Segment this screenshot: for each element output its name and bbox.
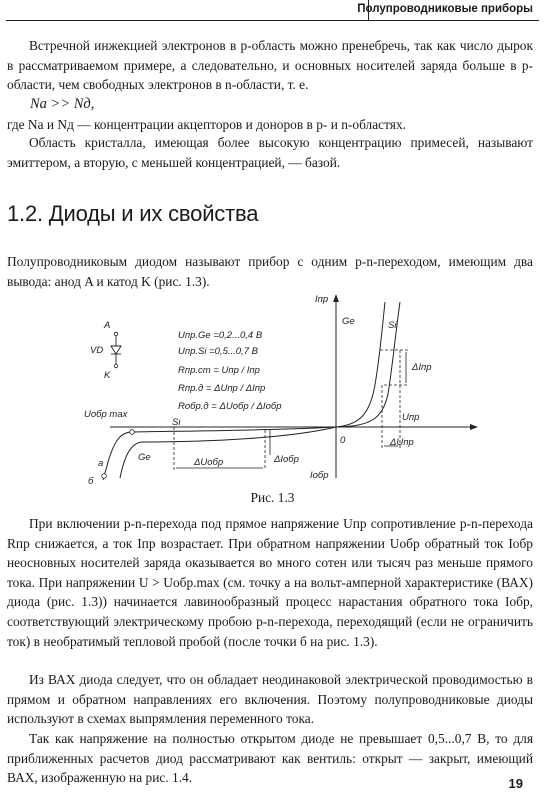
label-delta-upr: ΔUпр <box>390 437 414 448</box>
x-axis-arrow <box>470 424 478 430</box>
label-upr: Uпр <box>402 412 420 423</box>
ge-reverse-curve <box>120 427 336 478</box>
param-r-forward: Rпр.д = ΔUпр / ΔIпр <box>178 383 266 394</box>
label-vd: VD <box>90 345 104 356</box>
label-cathode: K <box>104 370 111 381</box>
label-zero: 0 <box>340 435 346 446</box>
paragraph-5: Из ВАХ диода следует, что он обладает неодинаковой электрической проводимостью в прямом и обратном направлениях его включения. Поэтому полупроводниковые диоды используют в схемах выпрямления переменного тока. <box>7 672 533 727</box>
label-delta-uobr: ΔUобр <box>194 457 224 468</box>
label-ge-right: Ge <box>342 316 355 327</box>
label-point-a: а <box>98 458 104 469</box>
figure-diode-iv <box>70 290 480 490</box>
label-si-right: Si <box>388 320 397 331</box>
param-r-reverse: Rобр.д = ΔUобр / ΔIобр <box>178 401 282 412</box>
label-delta-iobr: ΔIобр <box>274 454 299 465</box>
section-heading: 1.2. Диоды и их свойства <box>7 201 259 226</box>
diode-triangle-icon <box>111 346 121 354</box>
point-a <box>130 430 135 435</box>
label-uobr-max: Uобр max <box>84 409 128 420</box>
anode-terminal <box>114 332 118 336</box>
cathode-terminal <box>114 364 118 368</box>
label-si-left: Si <box>172 417 181 428</box>
label-anode: A <box>104 320 111 331</box>
label-point-b: б <box>88 476 94 487</box>
y-axis-arrow <box>333 294 339 302</box>
intro-paragraph: Полупроводниковым диодом называют прибор с одним p-n-переходом, имеющим два вывода: анод A и катод K (рис. 1.3). <box>7 254 533 289</box>
paragraph-6: Так как напряжение на полностью открытом диоде не превышает 0,5...0,7 В, то для приближенных расчетов диод рассматривают как вентиль: открыт — закрыт, имеющий ВАХ, изображенную на рис. 1.4. <box>7 731 533 786</box>
label-ipr: Iпр <box>315 294 329 305</box>
paragraph-3: Область кристалла, имеющая более высокую концентрацию примесей, называют эмиттером, а вторую, с меньшей концентрацией, — базой. <box>7 135 533 170</box>
paragraph-4: При включении p-n-перехода под прямое напряжение Uпр сопротивление p-n-перехода Rпр снижается, а ток Iпр возрастает. При обратном напряжении Uобр обратный ток Iобр неосновных носителей заряда оказывается во много сотен или тысяч раз меньше прямого тока. При напряжении U > Uобр.max (см. точку а на вольт-амперной характеристике (ВАХ) диода (рис. 1.3)) начинается лавинообразный процесс нарастания обратного тока Iобр, соответствующий электрическому пробою p-n-перехода, переходящий (если не ограничить ток) в необратимый тепловой пробой (после точки б на рис. 1.3). <box>7 516 533 649</box>
label-ge-left: Ge <box>138 452 151 463</box>
param-upr-si: Uпр.Si =0,5...0,7 В <box>178 346 258 357</box>
param-upr-ge: Uпр.Ge =0,2...0,4 В <box>178 330 263 341</box>
running-header <box>6 0 539 21</box>
header-title: Полупроводниковые приборы <box>357 3 533 15</box>
label-iobr: Iобр <box>310 470 329 481</box>
paragraph-2: где Nа и Nд — концентрации акцепторов и доноров в p- и n-областях. <box>7 117 406 132</box>
page-number: 19 <box>508 776 523 791</box>
param-r-static: Rпр.ст = Uпр / Iпр <box>178 365 260 376</box>
figure-caption: Рис. 1.3 <box>250 490 295 505</box>
paragraph-1: Встречной инжекцией электронов в p-область можно пренебречь, так как число дырок в рассматриваемом примере, а следовательно, и основных носителей заряда больше в p-области, чем свободных электронов в n-области, т. е. <box>7 38 533 93</box>
iv-characteristic-diagram <box>70 290 480 490</box>
label-delta-ipr: ΔIпр <box>412 362 432 373</box>
formula-na-nd: Nа >> Nд, <box>30 96 95 112</box>
point-b <box>102 474 107 479</box>
